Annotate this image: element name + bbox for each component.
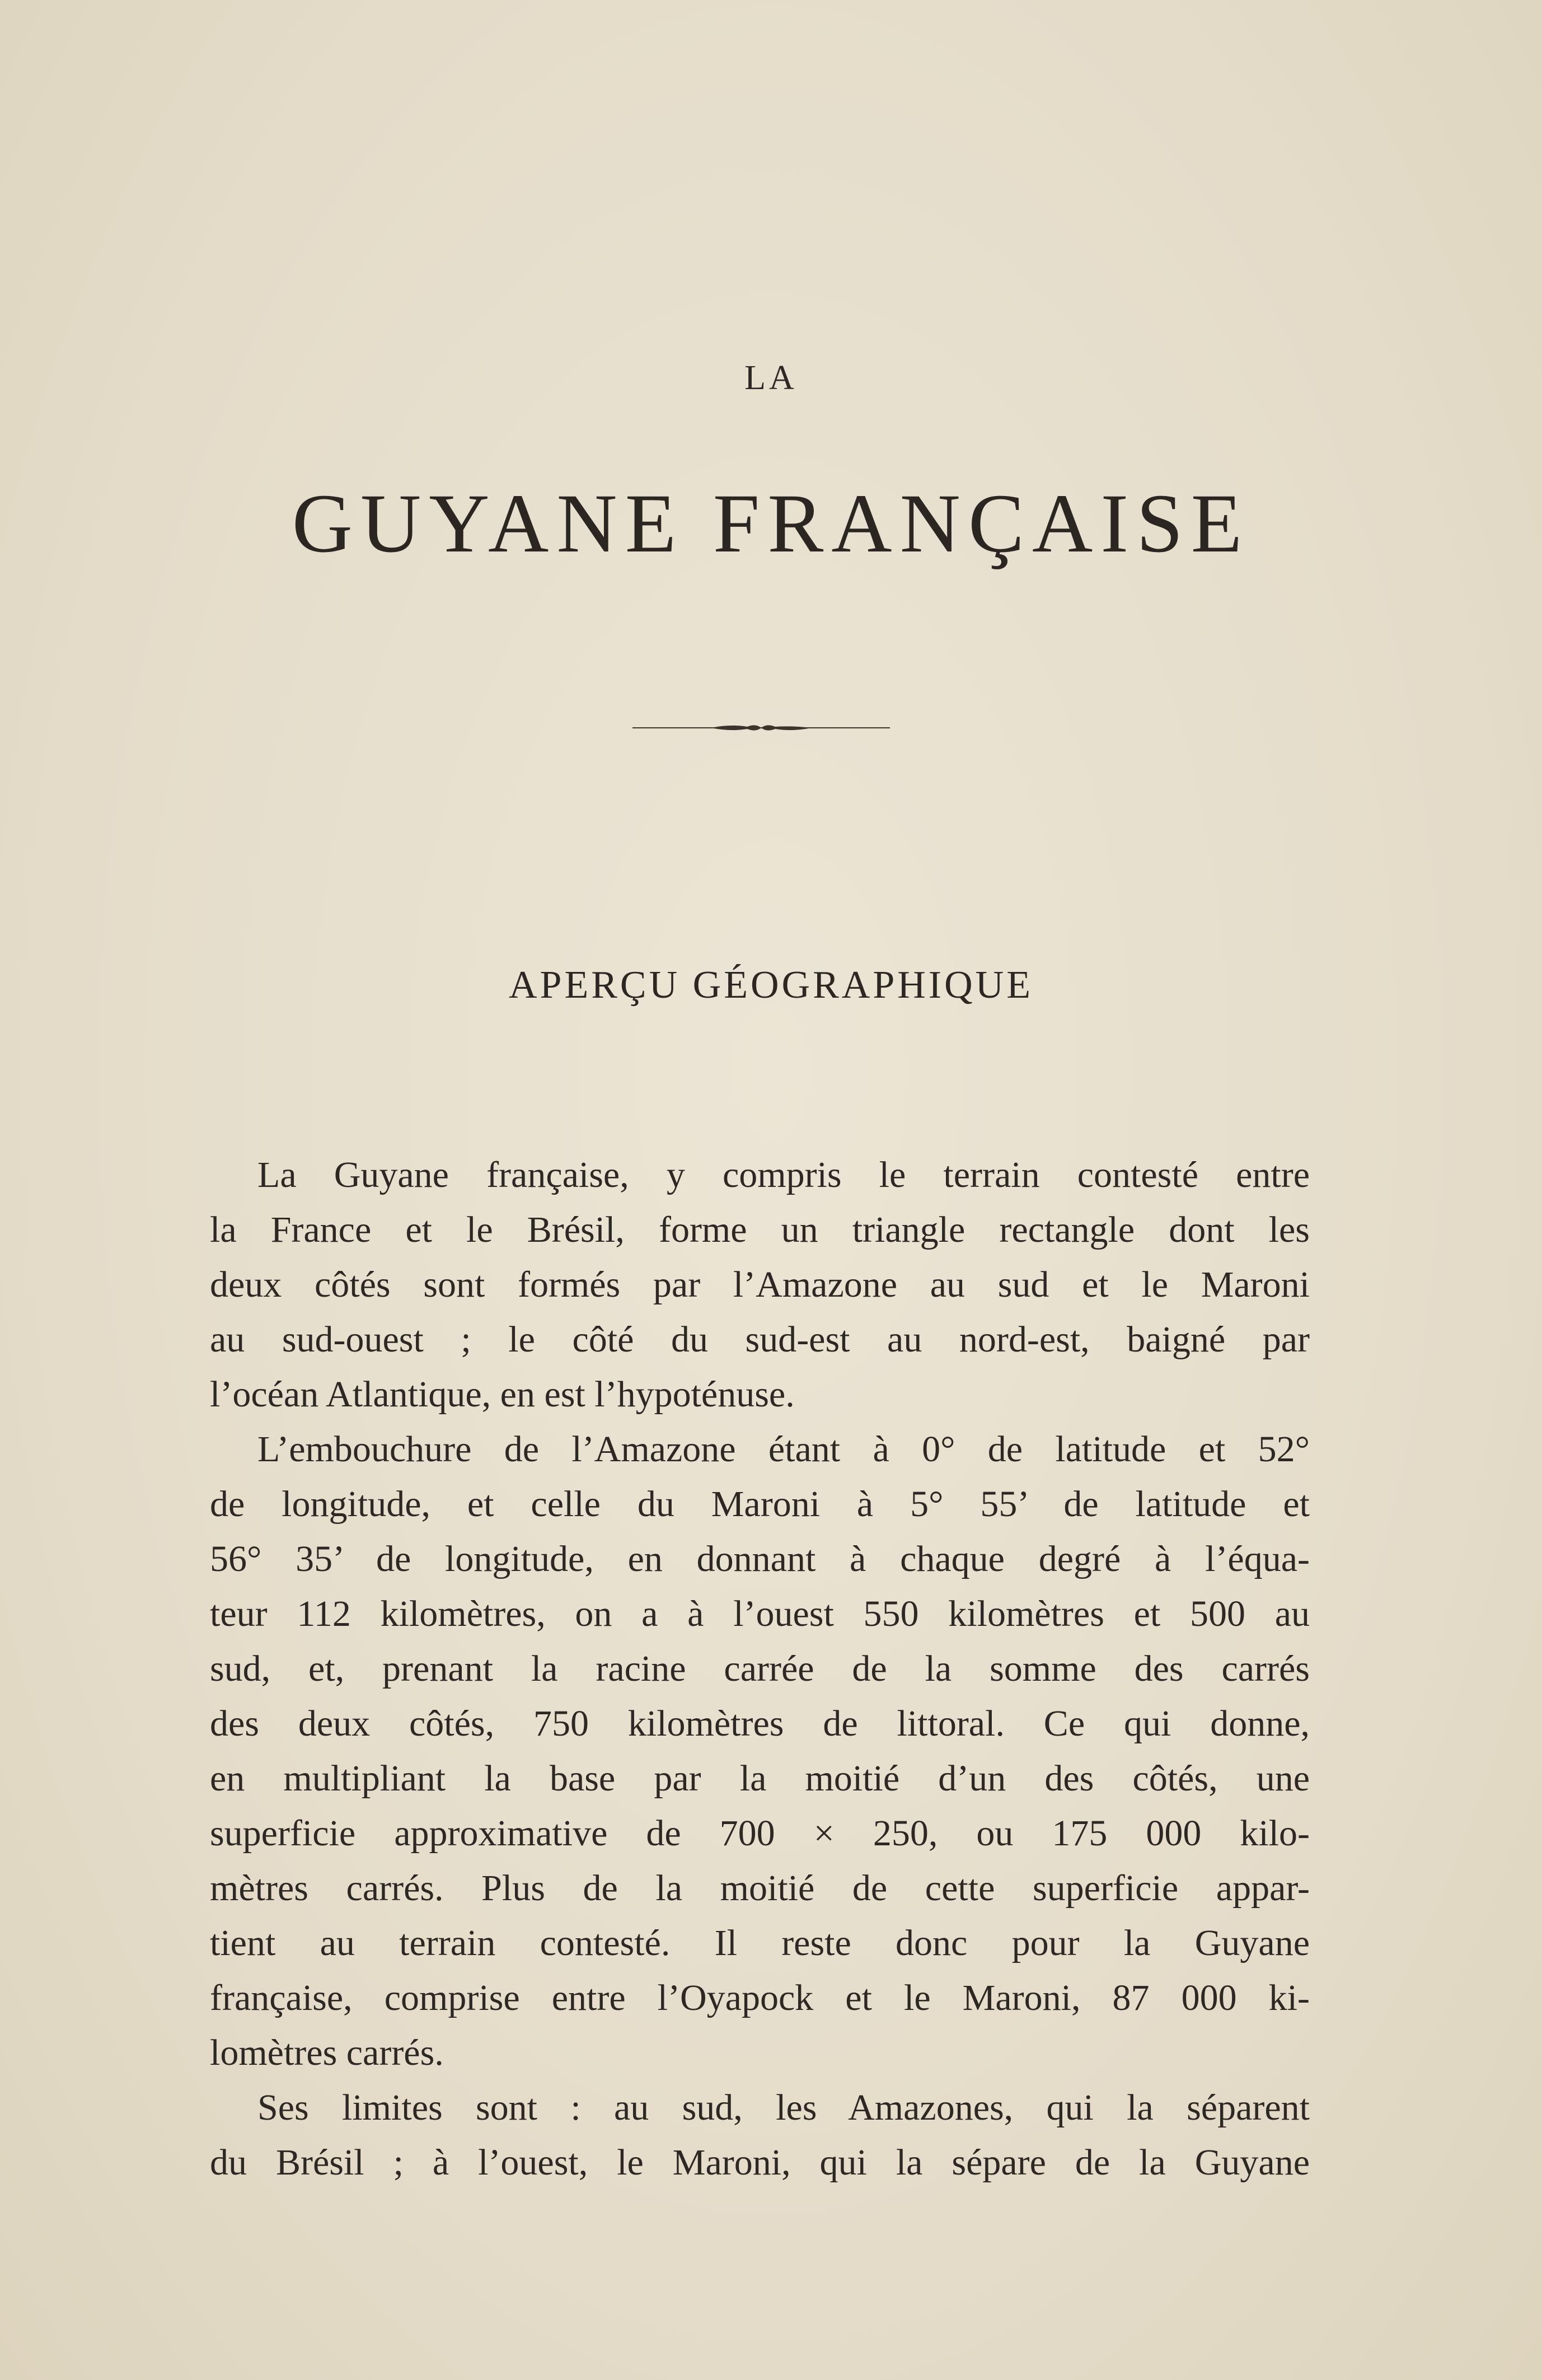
body-text <box>210 1148 1310 2190</box>
text-line: superficie approximative de 700 × 250, ou 175 000 kilo- <box>210 1813 1310 1854</box>
text-line: mètres carrés. Plus de la moitié de cette superficie appar- <box>210 1868 1310 1909</box>
text-line: deux côtés sont formés par l’Amazone au sud et le Maroni <box>210 1264 1310 1305</box>
paragraph <box>210 2080 1310 2190</box>
paragraph <box>210 1148 1310 1422</box>
page-title: GUYANE FRANÇAISE <box>292 477 1250 570</box>
text-line: Ses limites sont : au sud, les Amazones, qui la séparent <box>257 2087 1310 2128</box>
text-line: au sud-ouest ; le côté du sud-est au nord-est, baigné par <box>210 1319 1310 1360</box>
text-line: L’embouchure de l’Amazone étant à 0° de latitude et 52° <box>257 1429 1310 1470</box>
text-line: lomètres carrés. <box>210 2032 444 2073</box>
paragraph <box>210 1422 1310 2080</box>
text-line: en multipliant la base par la moitié d’un des côtés, une <box>210 1758 1310 1799</box>
text-line: française, comprise entre l’Oyapock et le Maroni, 87 000 ki- <box>210 1977 1310 2018</box>
text-line: des deux côtés, 750 kilomètres de littoral. Ce qui donne, <box>210 1703 1310 1744</box>
text-line: du Brésil ; à l’ouest, le Maroni, qui la sépare de la Guyane <box>210 2142 1310 2183</box>
text-line: de longitude, et celle du Maroni à 5° 55’ de latitude et <box>210 1484 1310 1525</box>
title-kicker: LA <box>744 359 798 397</box>
text-line: La Guyane française, y compris le terrain contesté entre <box>257 1154 1310 1195</box>
ornamental-divider <box>632 721 890 735</box>
text-line: l’océan Atlantique, en est l’hypoténuse. <box>210 1374 795 1415</box>
text-line: teur 112 kilomètres, on a à l’ouest 550 kilomètres et 500 au <box>210 1593 1310 1634</box>
text-line: la France et le Brésil, forme un triangle rectangle dont les <box>210 1209 1310 1250</box>
text-line: sud, et, prenant la racine carrée de la somme des carrés <box>210 1648 1310 1689</box>
text-line: tient au terrain contesté. Il reste donc pour la Guyane <box>210 1923 1310 1963</box>
text-line: 56° 35’ de longitude, en donnant à chaque degré à l’équa- <box>210 1539 1310 1579</box>
section-heading: APERÇU GÉOGRAPHIQUE <box>509 964 1033 1007</box>
